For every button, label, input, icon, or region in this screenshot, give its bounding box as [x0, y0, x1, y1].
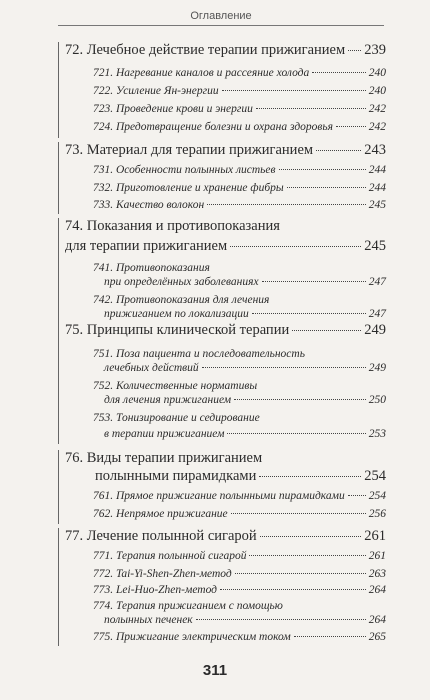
- toc-entry-724[interactable]: 724. Предотвращение болезни и охрана здоровья 242: [93, 121, 386, 133]
- toc-entry-771[interactable]: 771. Терапия полынной сигарой 261: [93, 550, 386, 562]
- toc-entry-721[interactable]: 721. Нагревание каналов и рассеяние холода 240: [93, 67, 386, 79]
- toc-entry-752[interactable]: для лечения прижиганием 250: [104, 394, 386, 406]
- toc-entry-732[interactable]: 732. Приготовление и хранение фибры 244: [93, 182, 386, 194]
- toc-entry-775[interactable]: 775. Прижигание электрическим током 265: [93, 631, 386, 643]
- toc-entry-753[interactable]: в терапии прижиганием 253: [104, 428, 386, 440]
- toc-entry-75[interactable]: 75. Принципы клинической терапии 249: [65, 322, 386, 338]
- toc-entry-741[interactable]: при определённых заболеваниях 247: [104, 276, 386, 288]
- toc-entry-774-line1[interactable]: 774. Терапия прижиганием с помощью: [93, 600, 283, 612]
- toc-entry-74-line1[interactable]: 74. Показания и противопоказания: [65, 218, 280, 234]
- toc-section-73: [58, 142, 386, 214]
- running-header: Оглавление: [58, 10, 384, 26]
- toc-entry-741-line1[interactable]: 741. Противопоказания: [93, 262, 210, 274]
- toc-entry-731[interactable]: 731. Особенности полынных листьев 244: [93, 164, 386, 176]
- toc-entry-751-line1[interactable]: 751. Поза пациента и последовательность: [93, 348, 305, 360]
- toc-entry-761[interactable]: 761. Прямое прижигание полынными пирамидками 254: [93, 490, 386, 502]
- toc-entry-762[interactable]: 762. Непрямое прижигание 256: [93, 508, 386, 520]
- toc-entry-753-line1[interactable]: 753. Тонизирование и седирование: [93, 412, 260, 424]
- page-number: 311: [202, 662, 228, 679]
- toc-section-74: [58, 218, 386, 326]
- toc-section-75: [58, 322, 386, 444]
- toc-entry-76[interactable]: полынными пирамидками 254: [95, 468, 386, 484]
- toc-section-77: [58, 528, 386, 646]
- toc-section-72: [58, 42, 386, 138]
- toc-entry-774[interactable]: полынных печенек 264: [104, 614, 386, 626]
- toc-entry-74[interactable]: для терапии прижиганием 245: [65, 238, 386, 254]
- toc-entry-742-line1[interactable]: 742. Противопоказания для лечения: [93, 294, 270, 306]
- toc-entry-73[interactable]: 73. Материал для терапии прижиганием 243: [65, 142, 386, 158]
- toc-entry-751[interactable]: лечебных действий 249: [104, 362, 386, 374]
- toc-entry-752-line1[interactable]: 752. Количественные нормативы: [93, 380, 258, 392]
- toc-entry-723[interactable]: 723. Проведение крови и энергии 242: [93, 103, 386, 115]
- toc-entry-76-line1[interactable]: 76. Виды терапии прижиганием: [65, 450, 263, 466]
- toc-entry-72[interactable]: 72. Лечебное действие терапии прижиганием 239: [65, 42, 386, 58]
- toc-entry-742[interactable]: прижиганием по локализации 247: [104, 308, 386, 320]
- toc-entry-77[interactable]: 77. Лечение полынной сигарой 261: [65, 528, 386, 544]
- toc-entry-772[interactable]: 772. Tai-Yi-Shen-Zhen-метод 263: [93, 568, 386, 580]
- toc-section-76: [58, 450, 386, 524]
- toc-entry-733[interactable]: 733. Качество волокон 245: [93, 199, 386, 211]
- toc-entry-773[interactable]: 773. Lei-Huo-Zhen-метод 264: [93, 584, 386, 596]
- toc-entry-722[interactable]: 722. Усиление Ян-энергии 240: [93, 85, 386, 97]
